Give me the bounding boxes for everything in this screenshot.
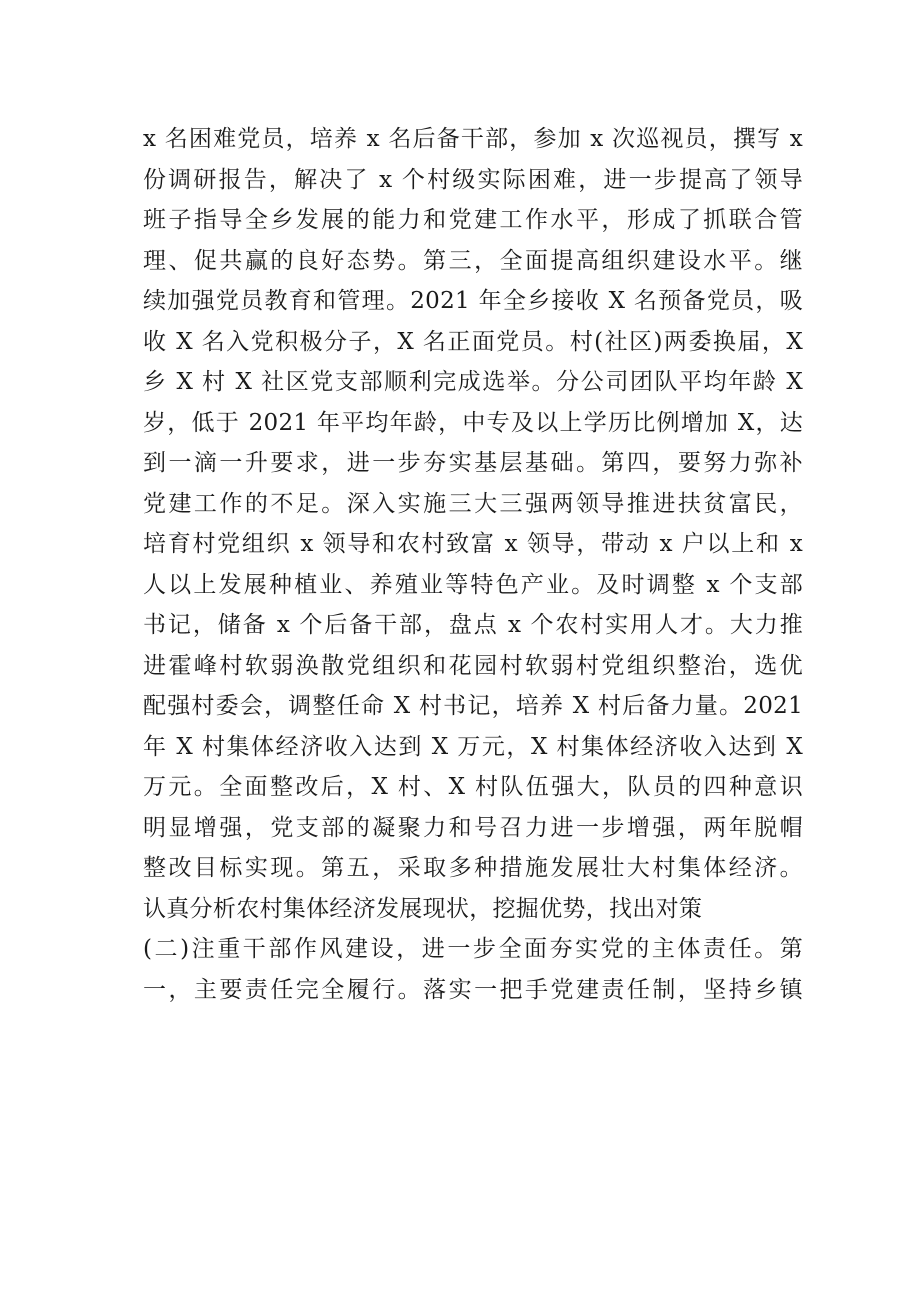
text-line: 培育村党组织 x 领导和农村致富 x 领导，带动 x 户以上和 x (143, 531, 803, 557)
text-line: 份调研报告，解决了 x 个村级实际困难，进一步提高了领导 (143, 166, 803, 193)
paragraph (143, 929, 803, 1010)
text-line: 配强村委会，调整任命 X 村书记，培养 X 村后备力量。2021 (143, 693, 803, 719)
text-line: 到一滴一升要求，进一步夯实基层基础。第四，要努力弥补 (143, 450, 803, 476)
text-line: 万元。全面整改后，X 村、X 村队伍强大，队员的四种意识 (143, 774, 803, 800)
text-line: (二)注重干部作风建设，进一步全面夯实党的主体责任。第 (143, 936, 803, 962)
body-text (143, 119, 803, 1010)
text-line: 收 X 名入党积极分子，X 名正面党员。村(社区)两委换届，X (143, 328, 803, 355)
text-line: 年 X 村集体经济收入达到 X 万元，X 村集体经济收入达到 X (143, 733, 803, 760)
paragraph (143, 119, 803, 929)
text-line: 人以上发展种植业、养殖业等特色产业。及时调整 x 个支部 (143, 571, 803, 598)
text-line: 整改目标实现。第五，采取多种措施发展壮大村集体经济。 (143, 855, 803, 881)
text-line: 续加强党员教育和管理。2021 年全乡接收 X 名预备党员，吸 (143, 288, 803, 314)
text-line: 岁，低于 2021 年平均年龄，中专及以上学历比例增加 X，达 (143, 409, 803, 436)
text-line: 进霍峰村软弱涣散党组织和花园村软弱村党组织整治，选优 (143, 652, 803, 679)
text-line: 一，主要责任完全履行。落实一把手党建责任制，坚持乡镇 (143, 976, 803, 1003)
text-line: x 名困难党员，培养 x 名后备干部，参加 x 次巡视员，撰写 x (143, 126, 803, 152)
text-line: 党建工作的不足。深入实施三大三强两领导推进扶贫富民， (143, 490, 803, 517)
text-line: 乡 X 村 X 社区党支部顺利完成选举。分公司团队平均年龄 X (143, 369, 803, 395)
text-line: 班子指导全乡发展的能力和党建工作水平，形成了抓联合管 (143, 207, 803, 233)
text-line: 认真分析农村集体经济发展现状，挖掘优势，找出对策 (143, 895, 703, 922)
text-line: 理、促共赢的良好态势。第三，全面提高组织建设水平。继 (143, 247, 803, 274)
text-line: 书记，储备 x 个后备干部，盘点 x 个农村实用人才。大力推 (143, 612, 803, 638)
text-line: 明显增强，党支部的凝聚力和号召力进一步增强，两年脱帽 (143, 814, 803, 841)
